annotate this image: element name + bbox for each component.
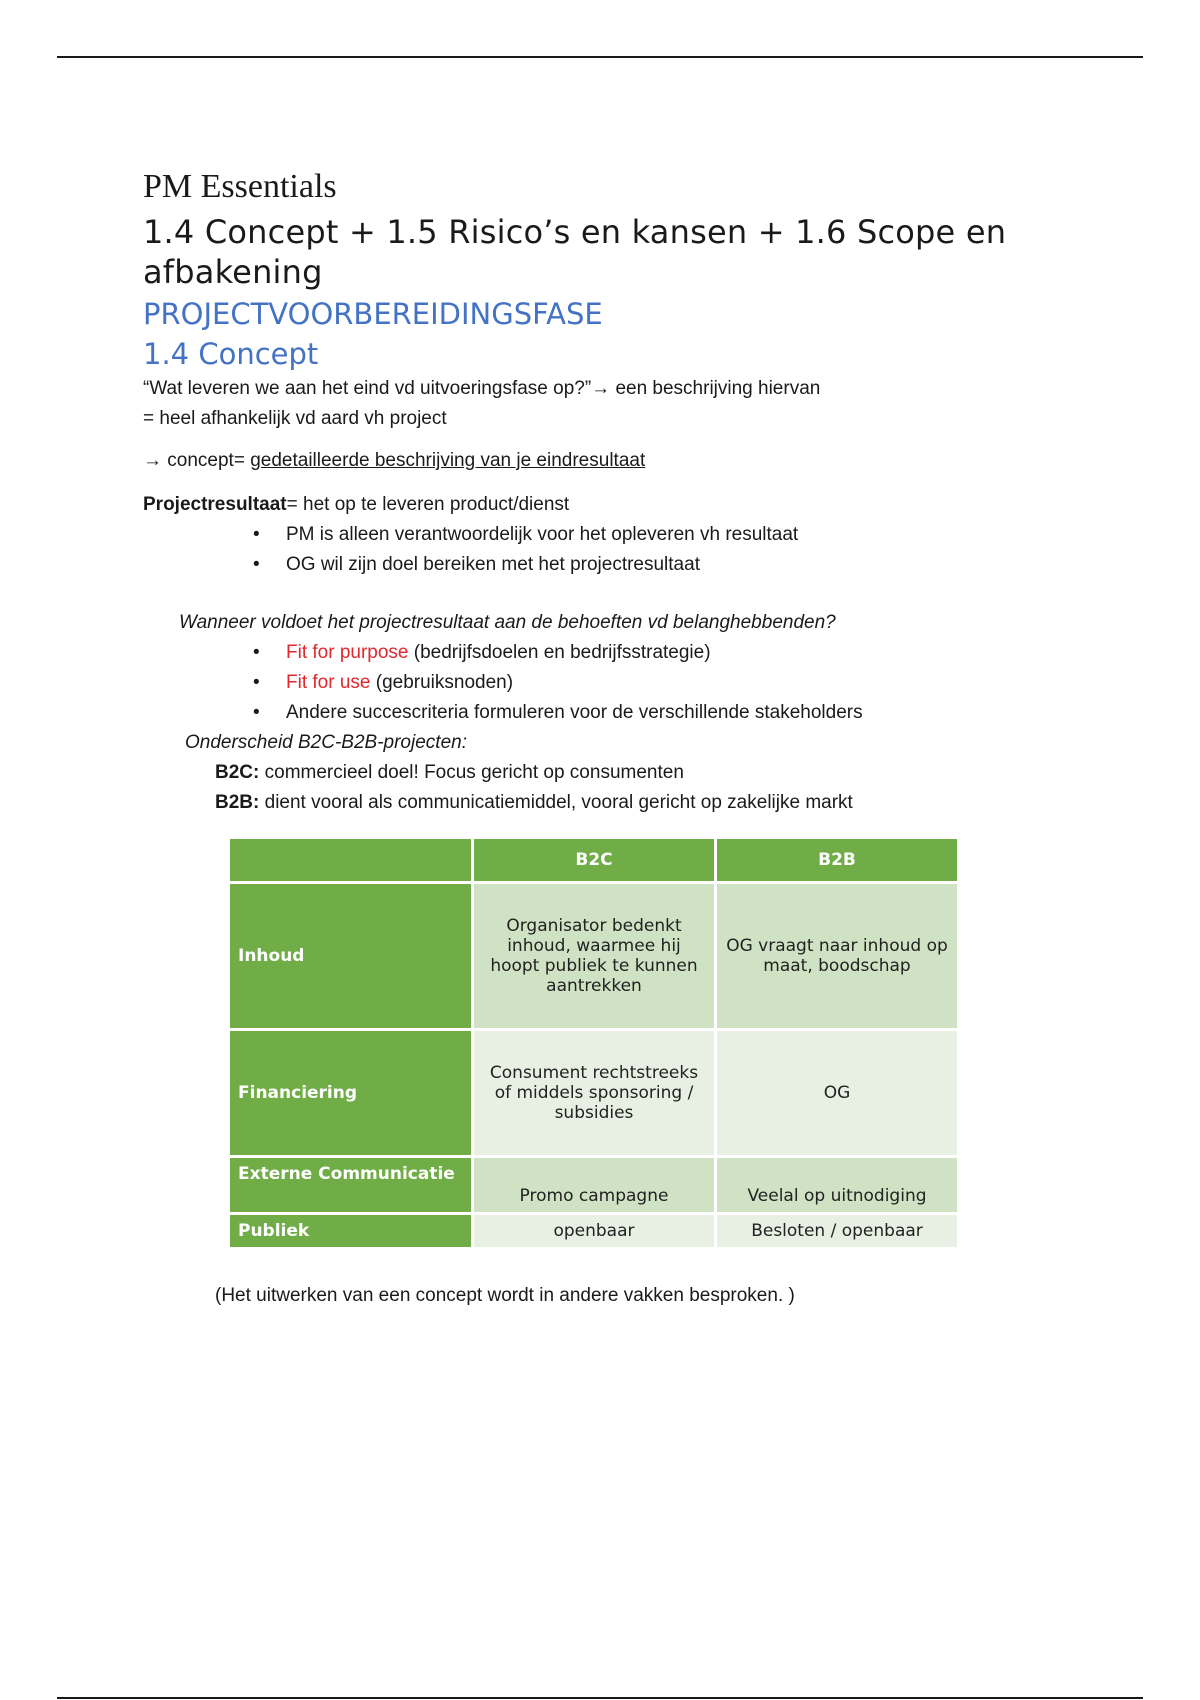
- cell-b2c: Consument rechtstreeks of middels sponsoring / subsidies: [474, 1031, 714, 1155]
- table-row: [230, 1158, 957, 1212]
- section-heading: PROJECTVOORBEREIDINGSFASE: [143, 297, 603, 331]
- cell-b2c: Organisator bedenkt inhoud, waarmee hij hoopt publiek te kunnen aantrekken: [474, 884, 714, 1028]
- criteria-text: (gebruiksnoden): [370, 672, 514, 693]
- cell-b2b: OG: [717, 1031, 957, 1155]
- cell-b2b: Besloten / openbaar: [717, 1215, 957, 1247]
- table-header-row: [230, 839, 957, 881]
- cell-b2b: OG vraagt naar inhoud op maat, boodschap: [717, 884, 957, 1028]
- projectresultaat-label: Projectresultaat: [143, 494, 287, 515]
- intro-line-1: “Wat leveren we aan het eind vd uitvoeringsfase op?”→ een beschrijving hiervan: [143, 378, 821, 399]
- table-header-b2c: B2C: [474, 839, 714, 881]
- closing-note: (Het uitwerken van een concept wordt in andere vakken besproken. ): [215, 1285, 795, 1306]
- table-row: [230, 1215, 957, 1247]
- table-header-empty: [230, 839, 471, 881]
- subsection-heading: 1.4 Concept: [143, 337, 319, 371]
- concept-underlined: gedetailleerde beschrijving van je eindresultaat: [250, 450, 646, 471]
- document-title: PM Essentials: [143, 168, 337, 205]
- criteria-highlight: Fit for use: [286, 672, 371, 693]
- row-label: Externe Communicatie: [230, 1158, 471, 1212]
- row-label: Inhoud: [230, 884, 471, 1028]
- bottom-rule: [57, 1697, 1143, 1699]
- b2c-label: B2C:: [215, 762, 260, 783]
- row-label: Financiering: [230, 1031, 471, 1155]
- question-line: Wanneer voldoet het projectresultaat aan de behoeften vd belanghebbenden?: [179, 612, 836, 633]
- b2b-label: B2B:: [215, 792, 260, 813]
- table-row: [230, 1031, 957, 1155]
- b2b-line: [143, 788, 1043, 818]
- concept-prefix: → concept=: [143, 450, 251, 471]
- list-item-text: PM is alleen verantwoordelijk voor het opleveren vh resultaat: [286, 524, 799, 545]
- list-item: [253, 520, 1043, 550]
- cell-b2c: Promo campagne: [474, 1158, 714, 1212]
- onderscheid-line: Onderscheid B2C-B2B-projecten:: [185, 732, 467, 753]
- bullet-icon: •: [253, 702, 260, 723]
- document-subtitle: 1.4 Concept + 1.5 Risico’s en kansen + 1.6 Scope en afbakening: [143, 213, 1007, 291]
- criteria-bullets: [143, 638, 1043, 728]
- list-item: [253, 698, 1043, 728]
- b2b-text: dient vooral als communicatiemiddel, vooral gericht op zakelijke markt: [259, 792, 853, 813]
- intro-line-2: = heel afhankelijk vd aard vh project: [143, 408, 447, 429]
- bullet-icon: •: [253, 554, 260, 575]
- list-item: [253, 550, 1043, 580]
- list-item: [253, 638, 1043, 668]
- table-row: [230, 884, 957, 1028]
- projectresultaat-text: = het op te leveren product/dienst: [286, 494, 570, 515]
- row-label: Publiek: [230, 1215, 471, 1247]
- concept-definition: [143, 446, 1043, 476]
- top-rule: [57, 56, 1143, 58]
- criteria-highlight: Fit for purpose: [286, 642, 409, 663]
- cell-b2b: Veelal op uitnodiging: [717, 1158, 957, 1212]
- bullet-icon: •: [253, 672, 260, 693]
- projectresultaat-definition: [143, 490, 1043, 520]
- projectresultaat-bullets: [143, 520, 1043, 580]
- b2c-text: commercieel doel! Focus gericht op consumenten: [259, 762, 684, 783]
- table-header-b2b: B2B: [717, 839, 957, 881]
- b2c-line: [143, 758, 1043, 788]
- document-body: [143, 166, 1043, 818]
- list-item-text: OG wil zijn doel bereiken met het projectresultaat: [286, 554, 700, 575]
- criteria-text: (bedrijfsdoelen en bedrijfsstrategie): [408, 642, 711, 663]
- comparison-table: [227, 836, 960, 1250]
- cell-b2c: openbaar: [474, 1215, 714, 1247]
- bullet-icon: •: [253, 642, 260, 663]
- criteria-text: Andere succescriteria formuleren voor de verschillende stakeholders: [286, 702, 863, 723]
- list-item: [253, 668, 1043, 698]
- bullet-icon: •: [253, 524, 260, 545]
